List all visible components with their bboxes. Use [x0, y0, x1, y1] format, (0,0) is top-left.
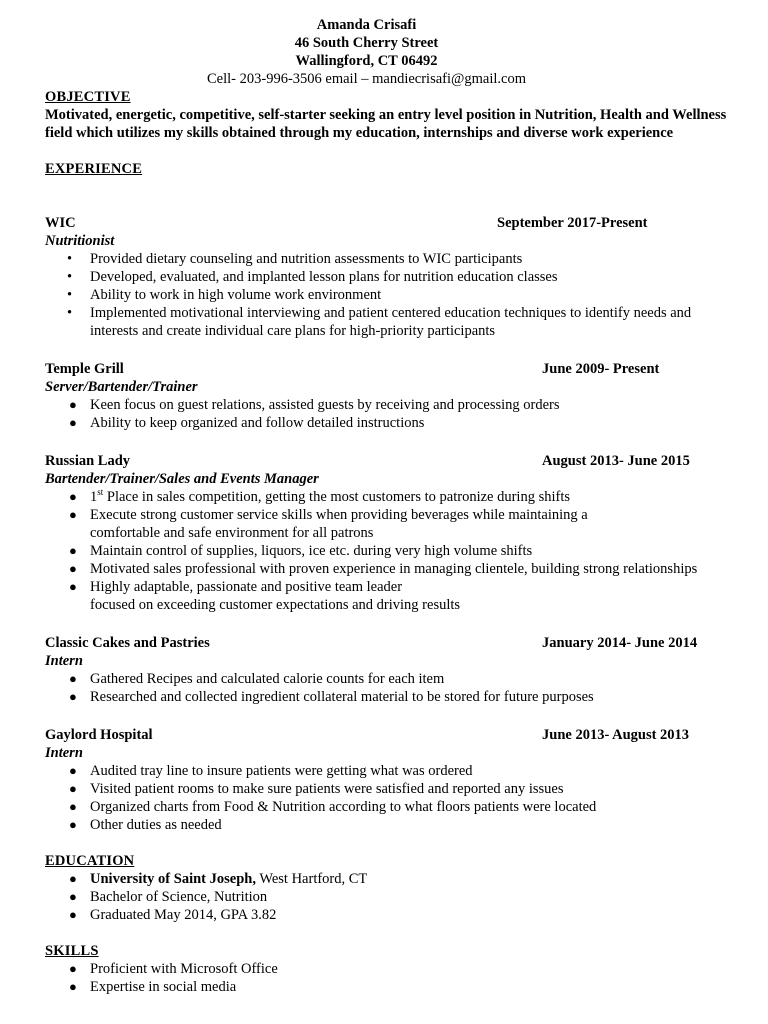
bullet-icon: ● — [69, 543, 77, 558]
job-header-temple-grill — [45, 360, 728, 378]
job-bullets-temple-grill — [45, 396, 728, 432]
list-item — [45, 870, 728, 888]
bullet-icon: ● — [69, 689, 77, 704]
job-employer: Classic Cakes and Pastries — [45, 635, 210, 651]
objective-text: Motivated, energetic, competitive, self-starter seeking an entry level position in Nutrition, Health and Wellness field which utilizes my skills obtained through my education, internships and diverse work experience — [45, 107, 727, 141]
list-item: ● Motivated sales professional with proven experience in managing clientele, building strong relationships — [69, 561, 698, 577]
applicant-name: Amanda Crisafi — [316, 17, 417, 33]
education-heading: EDUCATION — [45, 853, 135, 869]
list-item — [45, 888, 728, 906]
bullet-icon: • — [67, 251, 73, 267]
list-item: ● Other duties as needed — [69, 817, 222, 833]
list-item: ● Expertise in social media — [69, 979, 237, 995]
list-item: ● Execute strong customer service skills when providing beverages while maintaining a — [69, 507, 588, 523]
school-location: West Hartford, CT — [255, 871, 368, 887]
job-role: Intern — [45, 745, 83, 761]
job-bullets-russian-lady — [45, 488, 728, 614]
list-item: ● Visited patient rooms to make sure patients were satisfied and reported any issues — [69, 781, 564, 797]
list-item: • Ability to work in high volume work environment — [67, 287, 382, 303]
experience-heading: EXPERIENCE — [45, 161, 143, 177]
list-item: ● Keen focus on guest relations, assisted guests by receiving and processing orders — [69, 397, 560, 413]
list-item: ● Ability to keep organized and follow detailed instructions — [69, 415, 425, 431]
bullet-icon: ● — [69, 907, 77, 922]
list-item-continuation: focused on exceeding customer expectations and driving results — [90, 597, 461, 613]
list-item: • Implemented motivational interviewing and patient centered education techniques to identify needs and interests and create individual care plans for high-priority participants — [67, 305, 692, 339]
bullet-icon: • — [67, 287, 73, 303]
job-role: Bartender/Trainer/Sales and Events Manager — [45, 471, 319, 487]
objective-heading: OBJECTIVE — [45, 89, 131, 105]
list-item — [45, 906, 728, 924]
bullet-icon: ● — [69, 871, 77, 886]
bullet-icon: ● — [69, 489, 77, 504]
list-item: ● Highly adaptable, passionate and positive team leader — [69, 579, 403, 595]
bullet-icon: • — [67, 269, 73, 285]
job-role: Intern — [45, 653, 83, 669]
job-role: Server/Bartender/Trainer — [45, 379, 198, 395]
skills-list — [45, 960, 728, 996]
education-list — [45, 870, 728, 924]
graduation: Graduated May 2014, GPA 3.82 — [90, 907, 277, 923]
list-item: • Developed, evaluated, and implanted lesson plans for nutrition education classes — [67, 269, 558, 285]
degree: Bachelor of Science, Nutrition — [90, 889, 268, 905]
list-item: ● Organized charts from Food & Nutrition according to what floors patients were located — [69, 799, 597, 815]
job-dates: June 2009- Present — [542, 361, 660, 377]
list-item: ● Proficient with Microsoft Office — [69, 961, 278, 977]
job-dates: January 2014- June 2014 — [542, 635, 698, 651]
bullet-icon: ● — [69, 579, 77, 594]
list-item: • Provided dietary counseling and nutrition assessments to WIC participants — [67, 251, 523, 267]
bullet-icon: ● — [69, 781, 77, 796]
bullet-icon: ● — [69, 507, 77, 522]
job-dates: August 2013- June 2015 — [542, 453, 690, 469]
list-item: ● Maintain control of supplies, liquors, ice etc. during very high volume shifts — [69, 543, 533, 559]
job-employer: Russian Lady — [45, 453, 131, 469]
job-header-classic-cakes — [45, 634, 728, 652]
skills-heading: SKILLS — [45, 943, 99, 959]
job-role: Nutritionist — [45, 233, 115, 249]
bullet-icon: ● — [69, 415, 77, 430]
bullet-icon: ● — [69, 889, 77, 904]
bullet-icon: ● — [69, 561, 77, 576]
city-address: Wallingford, CT 06492 — [295, 53, 438, 69]
job-bullets-gaylord-hospital — [45, 762, 728, 834]
bullet-icon: ● — [69, 817, 77, 832]
bullet-icon: ● — [69, 397, 77, 412]
job-header-gaylord-hospital — [45, 726, 728, 744]
job-employer: WIC — [45, 215, 76, 231]
resume-header — [0, 16, 748, 88]
job-bullets-classic-cakes — [45, 670, 728, 706]
job-dates: September 2017-Present — [497, 215, 648, 231]
bullet-icon: • — [67, 305, 73, 321]
list-item: ● Gathered Recipes and calculated calorie counts for each item — [69, 671, 445, 687]
bullet-icon: ● — [69, 671, 77, 686]
list-item: ● 1st Place in sales competition, getting the most customers to patronize during shifts — [69, 487, 570, 505]
bullet-icon: ● — [69, 961, 77, 976]
job-bullets-wic — [45, 250, 728, 340]
job-employer: Temple Grill — [45, 361, 124, 377]
bullet-icon: ● — [69, 763, 77, 778]
school-name: University of Saint Joseph, — [90, 871, 256, 887]
contact-line: Cell- 203-996-3506 email – mandiecrisafi@gmail.com — [207, 71, 526, 87]
job-header-russian-lady — [45, 452, 728, 470]
job-header-wic — [45, 214, 728, 232]
list-item: ● Audited tray line to insure patients were getting what was ordered — [69, 763, 473, 779]
bullet-icon: ● — [69, 979, 77, 994]
list-item: ● Researched and collected ingredient collateral material to be stored for future purposes — [69, 689, 594, 705]
bullet-icon: ● — [69, 799, 77, 814]
job-dates: June 2013- August 2013 — [542, 727, 690, 743]
street-address: 46 South Cherry Street — [294, 35, 439, 51]
job-employer: Gaylord Hospital — [45, 727, 153, 743]
list-item-continuation: comfortable and safe environment for all patrons — [90, 525, 374, 541]
